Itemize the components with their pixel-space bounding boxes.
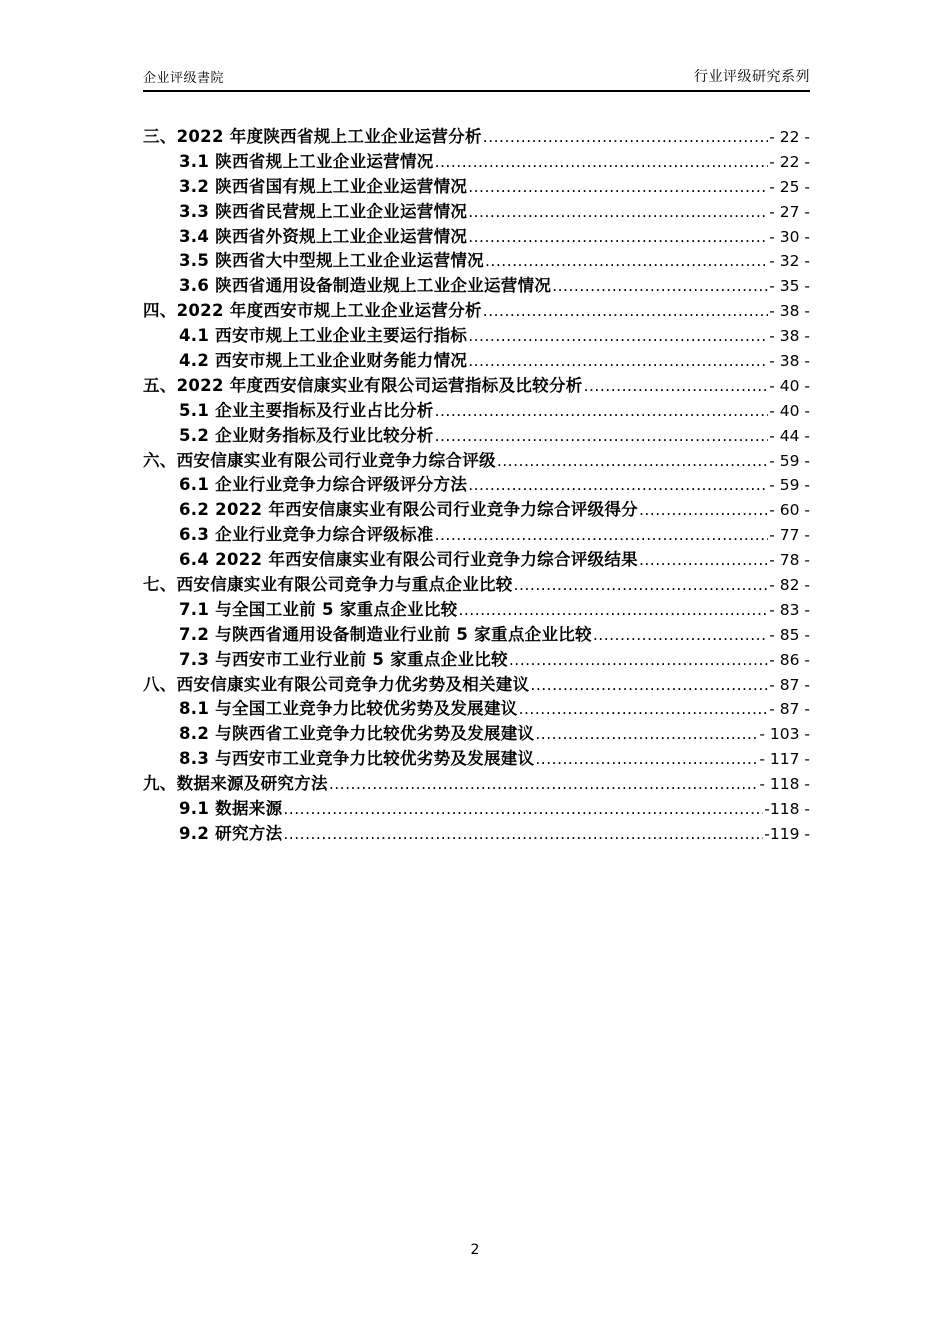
toc-entry-label: 6.2 2022 年西安信康实业有限公司行业竞争力综合评级得分 bbox=[179, 500, 638, 520]
toc-entry-label: 5.1 企业主要指标及行业占比分析 bbox=[179, 400, 434, 420]
toc-leader-dots bbox=[468, 225, 768, 250]
page-header bbox=[143, 0, 810, 92]
toc-leader-dots bbox=[535, 747, 758, 772]
toc-entry[interactable] bbox=[143, 150, 810, 175]
toc-entry-page: - 38 - bbox=[769, 352, 810, 371]
toc-entry-page: - 117 - bbox=[759, 750, 810, 769]
toc-entry-page: - 118 - bbox=[759, 775, 810, 794]
toc-entry-label: 五、2022 年度西安信康实业有限公司运营指标及比较分析 bbox=[143, 375, 583, 395]
toc-leader-dots bbox=[639, 498, 768, 523]
toc-entry-page: - 22 - bbox=[769, 152, 810, 171]
toc-entry[interactable] bbox=[143, 548, 810, 573]
toc-entry-page: - 38 - bbox=[769, 302, 810, 321]
toc-entry[interactable] bbox=[143, 299, 810, 324]
toc-entry[interactable] bbox=[143, 747, 810, 772]
toc-leader-dots bbox=[483, 299, 768, 324]
toc-entry-page: - 35 - bbox=[769, 277, 810, 296]
toc-entry-label: 3.1 陕西省规上工业企业运营情况 bbox=[179, 151, 434, 171]
toc-entry[interactable] bbox=[143, 772, 810, 797]
toc-leader-dots bbox=[435, 399, 769, 424]
toc-entry[interactable] bbox=[143, 648, 810, 673]
toc-entry[interactable] bbox=[143, 125, 810, 150]
toc-entry-page: - 44 - bbox=[769, 426, 810, 445]
toc-entry-label: 9.1 数据来源 bbox=[179, 799, 283, 819]
toc-entry-label: 四、2022 年度西安市规上工业企业运营分析 bbox=[143, 301, 482, 321]
toc-entry-page: - 38 - bbox=[769, 327, 810, 346]
toc-entry[interactable] bbox=[143, 349, 810, 374]
toc-entry-label: 8.3 与西安市工业竞争力比较优劣势及发展建议 bbox=[179, 749, 535, 769]
toc-entry-label: 5.2 企业财务指标及行业比较分析 bbox=[179, 425, 434, 445]
page-number: 2 bbox=[470, 1242, 480, 1258]
toc-leader-dots bbox=[584, 374, 769, 399]
toc-entry[interactable] bbox=[143, 374, 810, 399]
toc-entry[interactable] bbox=[143, 623, 810, 648]
toc-entry-label: 七、西安信康实业有限公司竞争力与重点企业比较 bbox=[143, 575, 513, 595]
toc-leader-dots bbox=[468, 175, 768, 200]
toc-leader-dots bbox=[593, 623, 768, 648]
toc-entry-label: 7.1 与全国工业前 5 家重点企业比较 bbox=[179, 599, 458, 619]
toc-entry[interactable] bbox=[143, 473, 810, 498]
toc-entry-label: 9.2 研究方法 bbox=[179, 823, 283, 843]
toc-leader-dots bbox=[468, 473, 768, 498]
toc-entry-label: 7.3 与西安市工业行业前 5 家重点企业比较 bbox=[179, 649, 508, 669]
toc-leader-dots bbox=[283, 797, 763, 822]
toc-entry-label: 八、西安信康实业有限公司竞争力优劣势及相关建议 bbox=[143, 674, 530, 694]
toc-entry-label: 3.6 陕西省通用设备制造业规上工业企业运营情况 bbox=[179, 276, 552, 296]
toc-entry[interactable] bbox=[143, 249, 810, 274]
toc-leader-dots bbox=[497, 449, 768, 474]
toc-entry-label: 6.1 企业行业竞争力综合评级评分方法 bbox=[179, 475, 468, 495]
table-of-contents bbox=[143, 125, 810, 847]
toc-entry-page: - 87 - bbox=[769, 675, 810, 694]
toc-entry-label: 7.2 与陕西省通用设备制造业行业前 5 家重点企业比较 bbox=[179, 624, 592, 644]
toc-entry[interactable] bbox=[143, 498, 810, 523]
toc-leader-dots bbox=[530, 673, 768, 698]
toc-entry-page: - 83 - bbox=[769, 600, 810, 619]
toc-entry[interactable] bbox=[143, 200, 810, 225]
toc-leader-dots bbox=[329, 772, 759, 797]
toc-leader-dots bbox=[468, 324, 768, 349]
toc-leader-dots bbox=[283, 822, 763, 847]
toc-entry-page: - 59 - bbox=[769, 451, 810, 470]
toc-leader-dots bbox=[435, 523, 769, 548]
toc-entry[interactable] bbox=[143, 797, 810, 822]
toc-entry-page: - 22 - bbox=[769, 128, 810, 146]
toc-leader-dots bbox=[483, 125, 768, 150]
toc-leader-dots bbox=[639, 548, 768, 573]
toc-leader-dots bbox=[552, 274, 768, 299]
header-left-text: 企业评级書院 bbox=[143, 71, 225, 86]
toc-entry-label: 三、2022 年度陕西省规上工业企业运营分析 bbox=[143, 127, 482, 146]
toc-leader-dots bbox=[435, 150, 769, 175]
toc-entry-page: - 82 - bbox=[769, 576, 810, 595]
toc-entry[interactable] bbox=[143, 697, 810, 722]
toc-leader-dots bbox=[435, 424, 769, 449]
toc-entry-label: 6.4 2022 年西安信康实业有限公司行业竞争力综合评级结果 bbox=[179, 550, 638, 570]
toc-entry-label: 六、西安信康实业有限公司行业竞争力综合评级 bbox=[143, 450, 496, 470]
toc-entry-label: 8.2 与陕西省工业竞争力比较优劣势及发展建议 bbox=[179, 724, 535, 744]
toc-entry[interactable] bbox=[143, 449, 810, 474]
toc-entry[interactable] bbox=[143, 673, 810, 698]
toc-leader-dots bbox=[509, 648, 768, 673]
toc-entry-page: - 40 - bbox=[769, 401, 810, 420]
toc-leader-dots bbox=[535, 722, 758, 747]
toc-entry-page: - 103 - bbox=[759, 725, 810, 744]
toc-entry-label: 4.2 西安市规上工业企业财务能力情况 bbox=[179, 351, 468, 371]
toc-leader-dots bbox=[519, 697, 769, 722]
toc-entry-page: - 77 - bbox=[769, 526, 810, 545]
toc-entry-page: - 85 - bbox=[769, 625, 810, 644]
toc-entry-page: -119 - bbox=[764, 824, 810, 843]
toc-entry-page: -118 - bbox=[764, 800, 810, 819]
toc-entry[interactable] bbox=[143, 523, 810, 548]
toc-entry-label: 4.1 西安市规上工业企业主要运行指标 bbox=[179, 326, 468, 346]
toc-entry-page: - 40 - bbox=[769, 376, 810, 395]
toc-entry[interactable] bbox=[143, 175, 810, 200]
toc-leader-dots bbox=[468, 200, 768, 225]
toc-entry-page: - 25 - bbox=[769, 177, 810, 196]
toc-entry[interactable] bbox=[143, 598, 810, 623]
page-footer bbox=[0, 1242, 950, 1258]
toc-entry-page: - 27 - bbox=[769, 202, 810, 221]
toc-entry-page: - 59 - bbox=[769, 476, 810, 495]
header-right-text: 行业评级研究系列 bbox=[694, 69, 810, 85]
toc-leader-dots bbox=[514, 573, 769, 598]
toc-leader-dots bbox=[485, 249, 768, 274]
toc-entry[interactable] bbox=[143, 722, 810, 747]
toc-entry-page: - 30 - bbox=[769, 227, 810, 246]
toc-entry-label: 8.1 与全国工业竞争力比较优劣势及发展建议 bbox=[179, 699, 518, 719]
toc-entry-label: 3.3 陕西省民营规上工业企业运营情况 bbox=[179, 201, 468, 221]
toc-entry-label: 3.5 陕西省大中型规上工业企业运营情况 bbox=[179, 251, 484, 271]
toc-entry[interactable] bbox=[143, 399, 810, 424]
toc-entry-label: 3.2 陕西省国有规上工业企业运营情况 bbox=[179, 176, 468, 196]
toc-entry[interactable] bbox=[143, 424, 810, 449]
toc-entry[interactable] bbox=[143, 225, 810, 250]
toc-entry-page: - 87 - bbox=[769, 700, 810, 719]
toc-entry-label: 3.4 陕西省外资规上工业企业运营情况 bbox=[179, 226, 468, 246]
toc-entry-page: - 86 - bbox=[769, 650, 810, 669]
toc-leader-dots bbox=[468, 349, 768, 374]
toc-entry[interactable] bbox=[143, 573, 810, 598]
toc-entry-page: - 78 - bbox=[769, 551, 810, 570]
toc-entry-page: - 32 - bbox=[769, 252, 810, 271]
toc-entry[interactable] bbox=[143, 822, 810, 847]
toc-entry-label: 6.3 企业行业竞争力综合评级标准 bbox=[179, 525, 434, 545]
toc-entry-page: - 60 - bbox=[769, 501, 810, 520]
toc-entry-label: 九、数据来源及研究方法 bbox=[143, 774, 328, 794]
toc-entry[interactable] bbox=[143, 274, 810, 299]
toc-entry[interactable] bbox=[143, 324, 810, 349]
toc-leader-dots bbox=[458, 598, 768, 623]
